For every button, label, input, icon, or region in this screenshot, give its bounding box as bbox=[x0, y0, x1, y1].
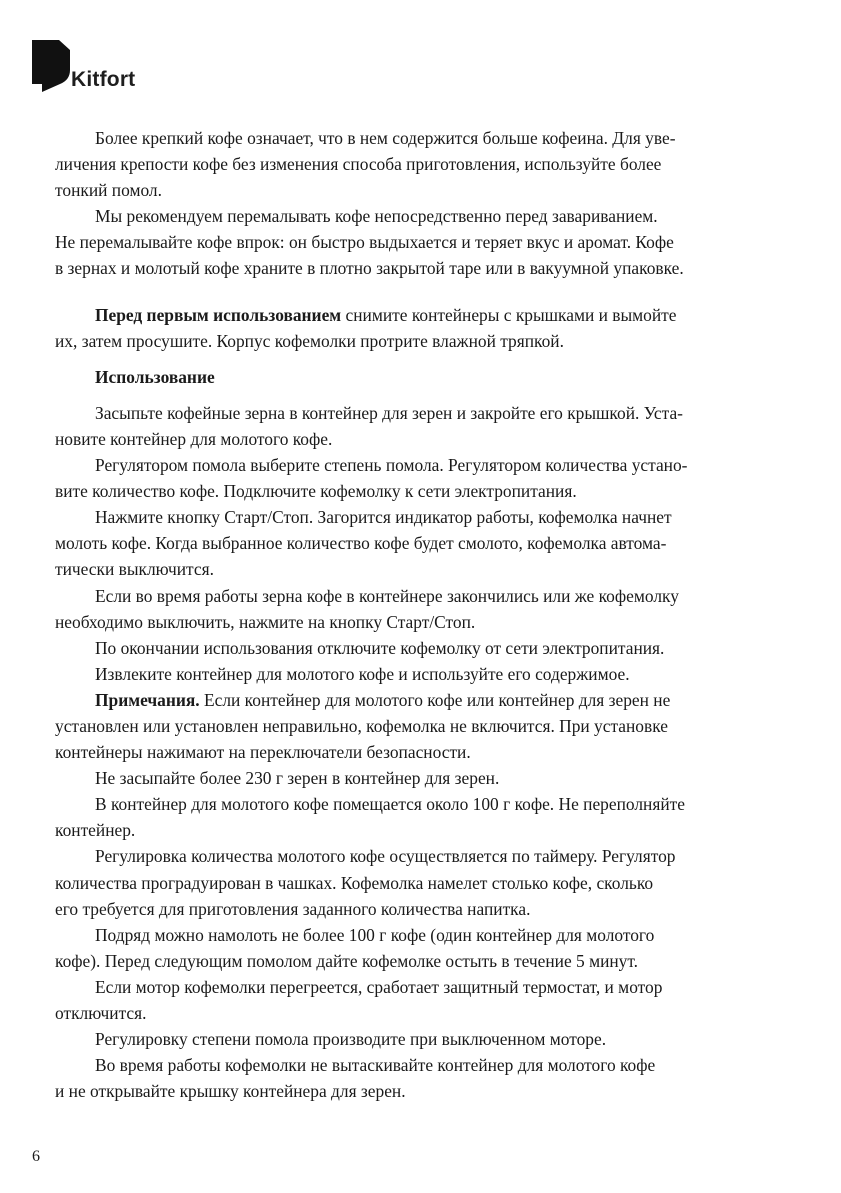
note-paragraph bbox=[55, 765, 783, 791]
text-line: количества проградуирован в чашках. Кофемолка намелет столько кофе, сколько bbox=[55, 872, 654, 893]
text-line: Не перемалывайте кофе впрок: он быстро выдыхается и теряет вкус и аромат. Кофе bbox=[55, 232, 674, 253]
text-line: в зернах и молотый кофе храните в плотно закрытой таре или в вакуумной упаковке. bbox=[55, 258, 684, 279]
intro-paragraph bbox=[55, 203, 783, 281]
text-line: Регулятором помола выберите степень помола. Регулятором количества устано- bbox=[95, 455, 688, 476]
text-line: Более крепкий кофе означает, что в нем содержится больше кофеина. Для уве- bbox=[95, 128, 676, 148]
usage-paragraph bbox=[55, 400, 783, 452]
note-paragraph bbox=[55, 843, 783, 921]
text-line: Подряд можно намолоть не более 100 г кофе (один контейнер для молотого bbox=[95, 924, 655, 945]
text-line: вите количество кофе. Подключите кофемолку к сети электропитания. bbox=[55, 481, 577, 502]
text-line: Если во время работы зерна кофе в контейнере закончились или же кофемолку bbox=[95, 585, 679, 606]
text-line: Извлеките контейнер для молотого кофе и используйте его содержимое. bbox=[95, 663, 630, 684]
before-first-use-paragraph: Перед первым использованием снимите контейнеры с крышками и вымойте их, затем просушите. Корпус кофемолки протрите влажной тряпкой. bbox=[55, 304, 677, 351]
text-line: Засыпьте кофейные зерна в контейнер для зерен и закройте его крышкой. Уста- bbox=[95, 402, 683, 423]
text-line: личения крепости кофе без изменения способа приготовления, используйте более bbox=[55, 154, 662, 175]
note-paragraph bbox=[55, 791, 783, 843]
brand-logo bbox=[32, 40, 135, 92]
text-line: контейнер. bbox=[55, 820, 136, 841]
usage-paragraph bbox=[55, 504, 783, 582]
text-line: его требуется для приготовления заданного количества напитка. bbox=[55, 898, 531, 919]
note-paragraph bbox=[55, 922, 783, 974]
text-line: новите контейнер для молотого кофе. bbox=[55, 428, 333, 449]
usage-paragraph bbox=[55, 583, 783, 635]
before-first-use-bold: Перед первым использованием bbox=[95, 304, 342, 325]
text-line: тически выключится. bbox=[55, 559, 214, 580]
text-line: В контейнер для молотого кофе помещается около 100 г кофе. Не переполняйте bbox=[95, 794, 685, 815]
text-line: Во время работы кофемолки не вытаскивайте контейнер для молотого кофе bbox=[95, 1055, 656, 1076]
text-line: По окончании использования отключите кофемолку от сети электропитания. bbox=[95, 637, 665, 658]
kitfort-logo-icon bbox=[32, 40, 70, 92]
usage-paragraph bbox=[55, 635, 783, 661]
text-line: отключится. bbox=[55, 1003, 147, 1023]
text-line: необходимо выключить, нажмите на кнопку Старт/Стоп. bbox=[55, 611, 476, 632]
intro-paragraph bbox=[55, 125, 783, 203]
text-line: тонкий помол. bbox=[55, 180, 162, 201]
text-line: Если мотор кофемолки перегреется, сработает защитный термостат, и мотор bbox=[95, 976, 663, 997]
text-line: Регулировку степени помола производите при выключенном моторе. bbox=[95, 1029, 607, 1050]
text-line: Нажмите кнопку Старт/Стоп. Загорится индикатор работы, кофемолка начнет bbox=[95, 507, 672, 528]
usage-paragraph bbox=[55, 661, 783, 687]
text-line: Мы рекомендуем перемалывать кофе непосредственно перед завариванием. bbox=[95, 206, 658, 227]
text-line: Регулировка количества молотого кофе осуществляется по таймеру. Регулятор bbox=[95, 846, 676, 867]
text-line: и не открывайте крышку контейнера для зерен. bbox=[55, 1081, 406, 1102]
note-paragraph bbox=[55, 1052, 783, 1104]
text-line: кофе). Перед следующим помолом дайте кофемолке остыть в течение 5 минут. bbox=[55, 950, 639, 971]
notes-paragraph: Примечания. Если контейнер для молотого кофе или контейнер для зерен не установлен или установлен неправильно, кофемолка не включится. При установке контейнеры нажимают на переключатели безопасности. bbox=[55, 689, 671, 763]
text-line: Не засыпайте более 230 г зерен в контейнер для зерен. bbox=[95, 768, 500, 789]
manual-text bbox=[55, 125, 783, 1104]
page-number: 6 bbox=[32, 1148, 40, 1165]
usage-heading: Использование bbox=[95, 366, 215, 387]
note-paragraph bbox=[55, 1026, 783, 1052]
text-line: молоть кофе. Когда выбранное количество кофе будет смолото, кофемолка автома- bbox=[55, 533, 667, 554]
usage-paragraph bbox=[55, 452, 783, 504]
notes-bold: Примечания. bbox=[95, 689, 200, 710]
brand-name: Kitfort bbox=[71, 68, 136, 91]
note-paragraph bbox=[55, 974, 783, 1026]
